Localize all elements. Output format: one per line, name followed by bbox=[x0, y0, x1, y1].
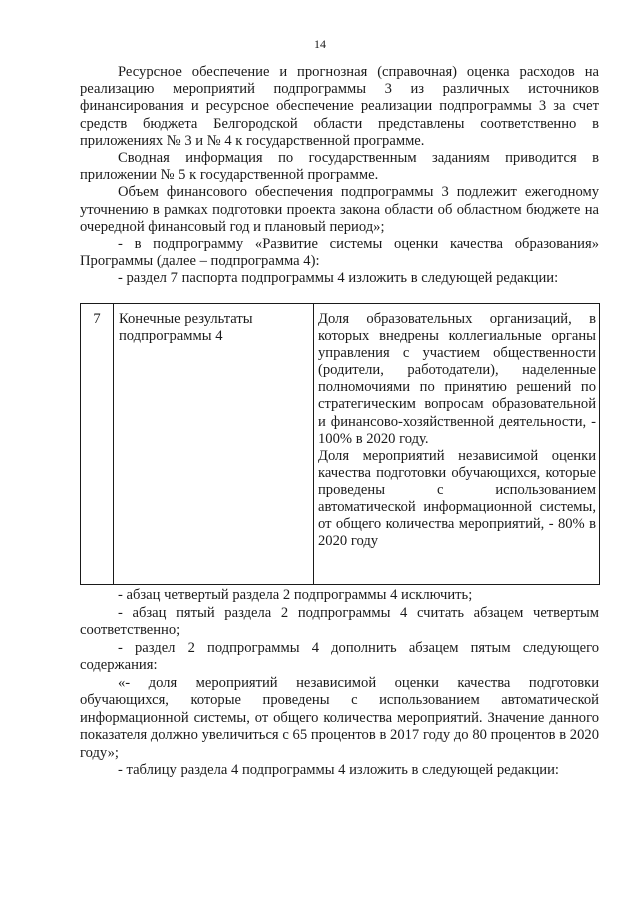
paragraph-resource-support: Ресурсное обеспечение и прогнозная (справочная) оценка расходов на реализацию мероприятий подпрограммы 3 из различных источников финансирования и ресурсное обеспечение реализации подпрограммы 3 за счет средств бюджета Белгородской области представлены соответственно в приложениях № 3 и № 4 к государственной программе. bbox=[80, 64, 599, 149]
table-row-number: 7 bbox=[81, 304, 114, 584]
paragraph-section-7-instruction: - раздел 7 паспорта подпрограммы 4 изложить в следующей редакции: bbox=[118, 270, 559, 287]
table-value-share-organizations: Доля образовательных организаций, в которых внедрены коллегиальные органы управления с участием общественности (родители, работодатели), наделенные полномочиями по принятию решений по стратегическим вопросам образовательной и финансово-хозяйственной деятельности, - 100% в 2020 году. bbox=[318, 311, 596, 447]
table-row-name: Конечные результаты подпрограммы 4 bbox=[114, 304, 314, 584]
passport-table bbox=[80, 303, 600, 585]
page-number: 14 bbox=[314, 37, 326, 51]
bottom-text bbox=[80, 587, 599, 780]
table-row-values bbox=[314, 304, 599, 584]
paragraph-fifth-as-fourth: - абзац пятый раздела 2 подпрограммы 4 считать абзацем четвертым соответственно; bbox=[80, 604, 599, 638]
paragraph-add-fifth: - раздел 2 подпрограммы 4 дополнить абзацем пятым следующего содержания: bbox=[80, 639, 599, 673]
paragraph-state-tasks: Сводная информация по государственным заданиям приводится в приложении № 5 к государственной программе. bbox=[80, 150, 599, 184]
table-value-share-events: Доля мероприятий независимой оценки качества подготовки обучающихся, которые проведены с использованием автоматической информационной системы, от общего количества мероприятий, - 80% в 2020 году bbox=[318, 447, 596, 550]
top-text bbox=[80, 64, 599, 288]
paragraph-quote-indicator: «- доля мероприятий независимой оценки качества подготовки обучающихся, которые проведены с использованием автоматической информационной системы, от общего количества мероприятий. Значение данного показателя должно увеличиться с 65 процентов в 2017 году до 80 процентов в 2020 году»; bbox=[80, 674, 599, 761]
paragraph-exclude-fourth: - абзац четвертый раздела 2 подпрограммы 4 исключить; bbox=[118, 587, 473, 603]
paragraph-table-section-4: - таблицу раздела 4 подпрограммы 4 изложить в следующей редакции: bbox=[118, 762, 559, 778]
paragraph-financing-volume: Объем финансового обеспечения подпрограммы 3 подлежит ежегодному уточнению в рамках подготовки проекта закона области об областном бюджете на очередной финансовый год и плановый период»; bbox=[80, 184, 599, 235]
paragraph-subprogram-4-intro: - в подпрограмму «Развитие системы оценки качества образования» Программы (далее – подпрограмма 4): bbox=[80, 236, 599, 270]
